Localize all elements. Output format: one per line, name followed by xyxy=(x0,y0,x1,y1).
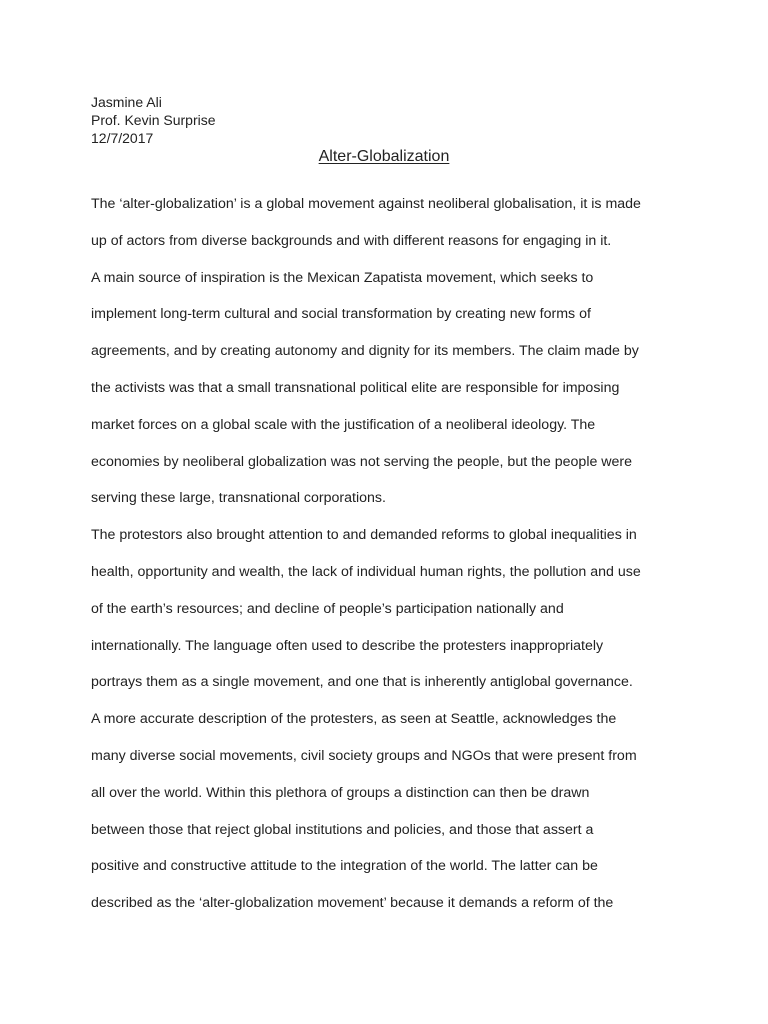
document-title-row xyxy=(0,147,768,167)
document-title: Alter-Globalization xyxy=(318,148,450,165)
document-header xyxy=(91,93,391,147)
text-line: between those that reject global institutions and policies, and those that assert a xyxy=(91,821,594,838)
document-date: 12/7/2017 xyxy=(91,130,154,146)
text-line: A more accurate description of the protesters, as seen at Seattle, acknowledges the xyxy=(91,711,617,728)
text-line: many diverse social movements, civil society groups and NGOs that were present from xyxy=(91,747,637,764)
text-line: The ‘alter-globalization’ is a global movement against neoliberal globalisation, it is made xyxy=(91,196,641,212)
text-line: of the earth’s resources; and decline of people’s participation nationally and xyxy=(91,600,564,617)
professor-name: Prof. Kevin Surprise xyxy=(91,112,216,128)
text-line: serving these large, transnational corporations. xyxy=(91,490,386,507)
text-line: market forces on a global scale with the justification of a neoliberal ideology. The xyxy=(91,416,596,433)
text-line: portrays them as a single movement, and one that is inherently antiglobal governance. xyxy=(91,674,633,691)
text-line: up of actors from diverse backgrounds and with different reasons for engaging in it. xyxy=(91,232,612,249)
text-line: agreements, and by creating autonomy and dignity for its members. The claim made by xyxy=(91,343,639,360)
text-line: internationally. The language often used to describe the protesters inappropriately xyxy=(91,637,604,654)
text-line: health, opportunity and wealth, the lack of individual human rights, the pollution and use xyxy=(91,563,641,580)
text-line: A main source of inspiration is the Mexican Zapatista movement, which seeks to xyxy=(91,269,594,286)
text-line: all over the world. Within this plethora of groups a distinction can then be drawn xyxy=(91,784,590,801)
body-text xyxy=(91,186,691,922)
text-line: implement long-term cultural and social transformation by creating new forms of xyxy=(91,306,591,323)
text-line: positive and constructive attitude to the integration of the world. The latter can be xyxy=(91,858,598,875)
text-line: described as the ‘alter-globalization movement’ because it demands a reform of the xyxy=(91,895,614,912)
text-line: the activists was that a small transnational political elite are responsible for imposing xyxy=(91,379,620,396)
text-line: The protestors also brought attention to and demanded reforms to global inequalities in xyxy=(91,527,637,544)
text-line: economies by neoliberal globalization was not serving the people, but the people were xyxy=(91,453,633,470)
author-name: Jasmine Ali xyxy=(91,94,162,110)
